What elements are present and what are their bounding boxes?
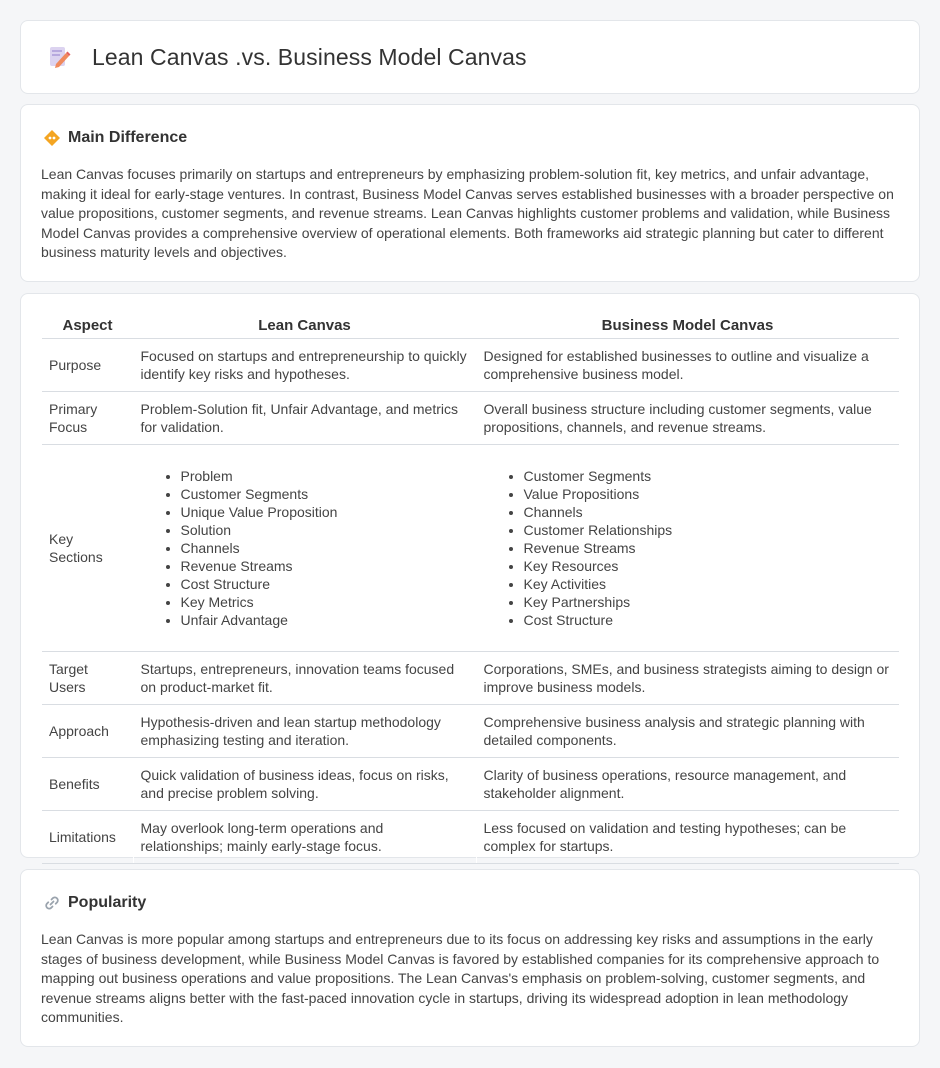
list-item: • Solution: [181, 521, 469, 539]
list-item: • Customer Relationships: [524, 521, 893, 539]
table-row: [42, 757, 899, 810]
list-item: • Unfair Advantage: [181, 611, 469, 629]
main-difference-card: [20, 104, 920, 282]
list-item: • Revenue Streams: [181, 557, 469, 575]
list-item: • Problem: [181, 467, 469, 485]
header-lean-canvas: Lean Canvas: [133, 314, 476, 338]
lean-cell: Startups, entrepreneurs, innovation teams focused on product-market fit.: [133, 651, 476, 704]
table-row: [42, 810, 899, 863]
table-row: [42, 704, 899, 757]
list-item: • Cost Structure: [524, 611, 893, 629]
aspect-cell: Primary Focus: [42, 391, 133, 444]
bmc-cell: Comprehensive business analysis and strategic planning with detailed components.: [476, 704, 899, 757]
title-card: [20, 20, 920, 94]
list-item: • Cost Structure: [181, 575, 469, 593]
main-difference-header: [21, 105, 919, 149]
main-difference-text: Lean Canvas focuses primarily on startups and entrepreneurs by emphasizing problem-solution fit, key metrics, and unfair advantage, making it ideal for early-stage ventures. In contrast, Business Model Canvas serves established businesses with a broader perspective on value propositions, customer segments, and revenue streams. Lean Canvas highlights customer problems and validation, while Business Model Canvas provides a comprehensive overview of operational elements. Both frameworks aid strategic planning but cater to different business maturity levels and objectives.: [41, 166, 894, 261]
aspect-cell: Limitations: [42, 810, 133, 863]
aspect-cell: Approach: [42, 704, 133, 757]
lean-cell: Quick validation of business ideas, focus on risks, and precise problem solving.: [133, 757, 476, 810]
link-icon: [43, 894, 61, 912]
lean-cell: May overlook long-term operations and relationships; mainly early-stage focus.: [133, 810, 476, 863]
aspect-cell: Benefits: [42, 757, 133, 810]
list-item: • Channels: [181, 539, 469, 557]
aspect-cell: Purpose: [42, 338, 133, 391]
list-item: • Key Activities: [524, 575, 893, 593]
aspect-cell: Key Sections: [42, 444, 133, 651]
list-item: • Customer Segments: [524, 467, 893, 485]
title-row: [21, 21, 919, 93]
popularity-text: Lean Canvas is more popular among startups and entrepreneurs due to its focus on addressing key risks and assumptions in the early stages of business development, while Business Model Canvas is favored by established companies for its comprehensive approach to mapping out business operations and value propositions. The Lean Canvas's emphasis on problem-solving, customer segments, and revenue streams aligns better with the fast-paced innovation cycle in startups, driving its widespread adoption in lean methodology communities.: [41, 931, 880, 1026]
bmc-cell: Less focused on validation and testing hypotheses; can be complex for startups.: [476, 810, 899, 863]
main-difference-heading: Main Difference: [68, 129, 188, 146]
bmc-sections-cell: [476, 444, 899, 651]
aspect-cell: Target Users: [42, 651, 133, 704]
popularity-card: [20, 869, 920, 1047]
lean-sections-cell: [133, 444, 476, 651]
header-business-model-canvas: Business Model Canvas: [476, 314, 899, 338]
bmc-cell: Designed for established businesses to outline and visualize a comprehensive business model.: [476, 338, 899, 391]
list-item: • Key Partnerships: [524, 593, 893, 611]
table-row: [42, 338, 899, 391]
popularity-header: [21, 870, 919, 914]
header-aspect: Aspect: [42, 314, 133, 338]
pencil-paper-icon: [46, 44, 72, 70]
lean-cell: Hypothesis-driven and lean startup methodology emphasizing testing and iteration.: [133, 704, 476, 757]
comparison-card: [20, 293, 920, 858]
list-item: • Revenue Streams: [524, 539, 893, 557]
lean-sections-list: [141, 467, 469, 629]
list-item: • Channels: [524, 503, 893, 521]
list-item: • Customer Segments: [181, 485, 469, 503]
list-item: • Key Metrics: [181, 593, 469, 611]
list-item: • Unique Value Proposition: [181, 503, 469, 521]
list-item: • Value Propositions: [524, 485, 893, 503]
list-item: • Key Resources: [524, 557, 893, 575]
bmc-sections-list: [484, 467, 893, 629]
popularity-heading: Popularity: [68, 894, 147, 911]
table-row: [42, 651, 899, 704]
page-title: Lean Canvas .vs. Business Model Canvas: [92, 43, 527, 70]
table-row: [42, 444, 899, 651]
table-header-row: [42, 314, 899, 338]
comparison-table: [42, 314, 899, 864]
lean-cell: Problem-Solution fit, Unfair Advantage, and metrics for validation.: [133, 391, 476, 444]
bmc-cell: Clarity of business operations, resource management, and stakeholder alignment.: [476, 757, 899, 810]
diamond-icon: [43, 129, 61, 147]
lean-cell: Focused on startups and entrepreneurship to quickly identify key risks and hypotheses.: [133, 338, 476, 391]
bmc-cell: Overall business structure including customer segments, value propositions, channels, and revenue streams.: [476, 391, 899, 444]
table-row: [42, 391, 899, 444]
bmc-cell: Corporations, SMEs, and business strategists aiming to design or improve business models.: [476, 651, 899, 704]
